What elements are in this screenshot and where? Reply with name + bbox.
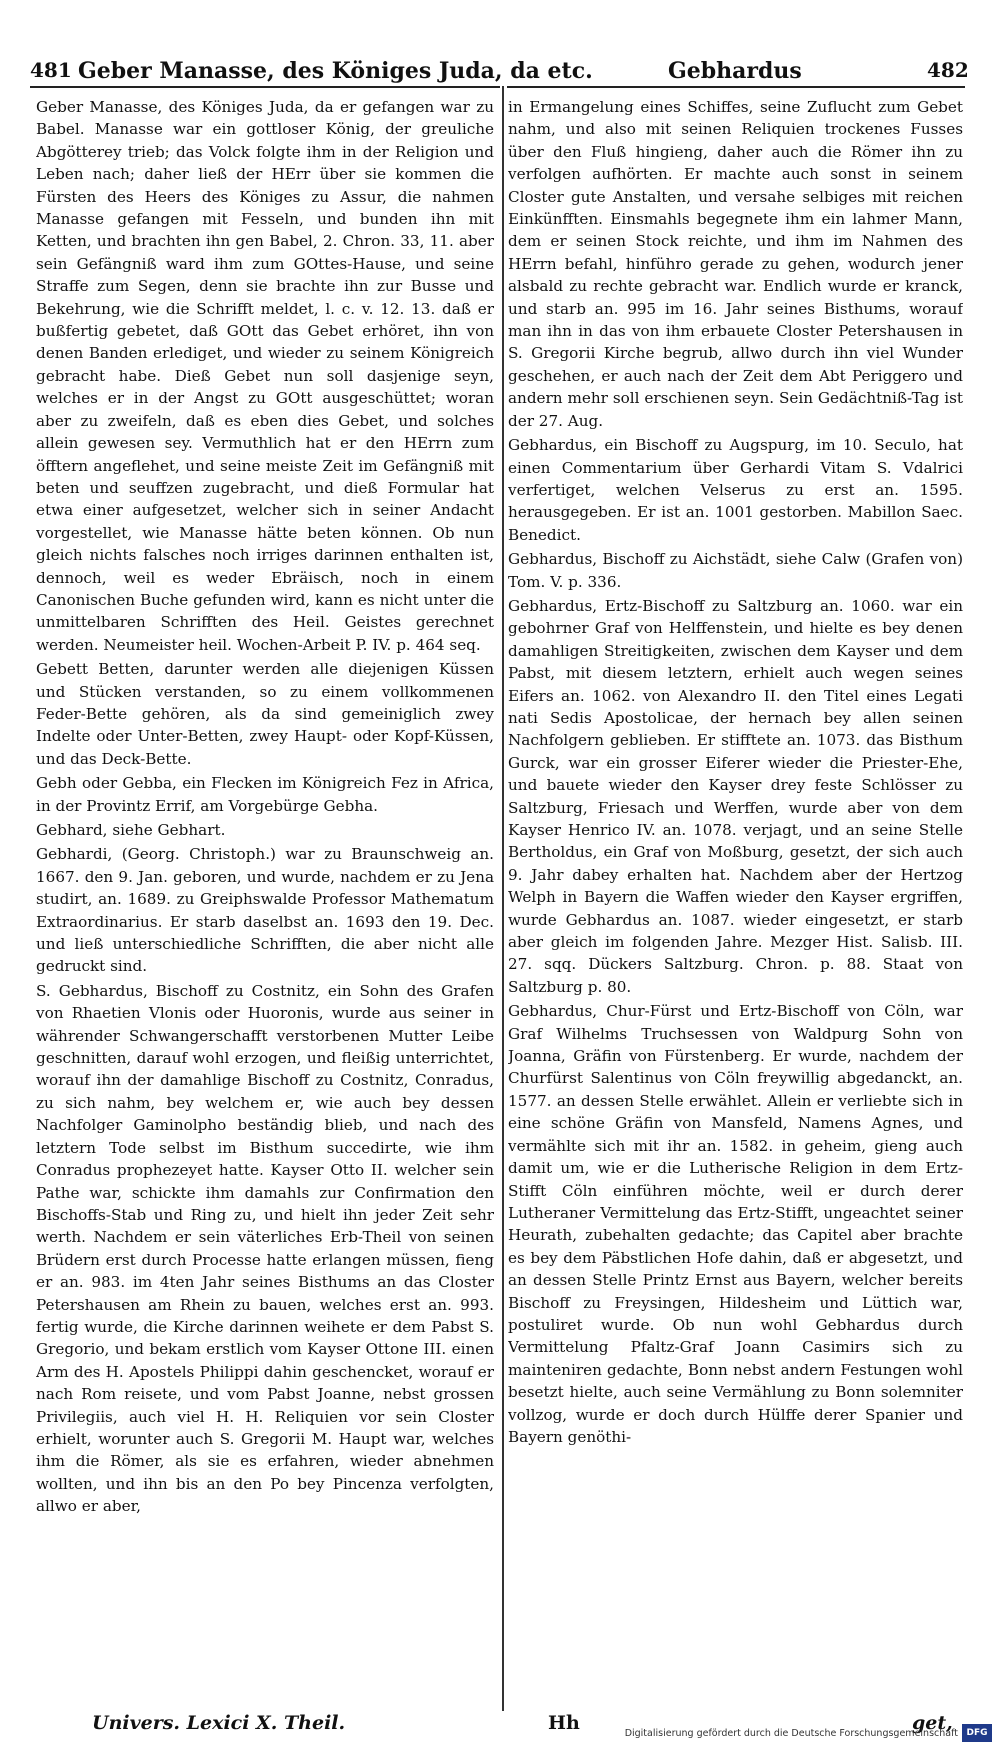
page-number-right: 482 <box>927 58 969 82</box>
entry-s-gebhardus-costnitz: S. Gebhardus, Bischoff zu Costnitz, ein Sohn des Grafen von Rhaetien Vlonis oder Huoronis, wurde aus seiner in währender Schwangerschafft verstorbenen Mutter Leibe geschnitten, darauf wohl erzogen, und fleißig unterrichtet, worauf ihn der damahlige Bischoff zu Costnitz, Conradus, zu sich nahm, bey welchem er, wie auch bey dessen Nachfolger Gaminolpho beständig blieb, und nach des letztern Tode selbst im Bisthum succedirte, wie ihm Conradus prophezeyet hatte. Kayser Otto II. welcher sein Pathe war, schickte ihm damahls zur Confirmation den Bischoffs-Stab und Ring zu, und hielt ihn jeder Zeit sehr werth. Nachdem er sein väterliches Erb-Theil von seinen Brüdern erst durch Processe hatte erlangen müssen, fieng er an. 983. im 4ten Jahr seines Bisthums an das Closter Petershausen am Rhein zu bauen, welches erst an. 993. fertig wurde, die Kirche darinnen weihete er dem Pabst S. Gregorio, und bekam erstlich vom Kayser Ottone III. einen Arm des H. Apostels Philippi dahin geschencket, worauf er nach Rom reisete, und vom Pabst Joanne, nebst grossen Privilegiis, auch viel H. H. Reliquien vor sein Closter erhielt, worunter auch S. Gregorii M. Haupt war, welches ihm die Römer, als sie es erfahren, wieder abnehmen wollten, und ihn bis an den Po bey Pincenza verfolgten, allwo er aber, <box>36 981 494 1516</box>
entry-gebhardus-aichstaedt: Gebhardus, Bischoff zu Aichstädt, siehe Calw (Grafen von) Tom. V. p. 336. <box>508 550 963 591</box>
entry-gebhard: Gebhard, siehe Gebhart. <box>36 821 226 839</box>
footer-title: Univers. Lexici X. Theil. <box>92 1712 346 1734</box>
page-number-left: 481 <box>30 58 72 82</box>
entry-gebhardus-augspurg: Gebhardus, ein Bischoff zu Augspurg, im 10. Seculo, hat einen Commentarium über Gerhardi Vitam S. Vdalrici verfertiget, welchen Velserus zu erst an. 1595. herausgegeben. Er ist an. 1001 gestorben. Mabillon Saec. Benedict. <box>508 436 963 544</box>
running-head-right: Gebhardus <box>668 58 802 84</box>
digitization-credit: Digitalisierung gefördert durch die Deutsche Forschungsgemeinschaft <box>624 1728 958 1739</box>
entry-geber-manasse: Geber Manasse, des Königes Juda, da er gefangen war zu Babel. Manasse war ein gottloser König, der greuliche Abgötterey trieb; das Volck folgte ihm in der Religion und Leben nach; daher ließ der HErr über sie kommen die Fürsten des Heers des Königes zu Assur, die nahmen Manasse gefangen mit Fesseln, und bunden ihn mit Ketten, und brachten ihn gen Babel, 2. Chron. 33, 11. aber sein Gefängniß ward ihm zum GOttes-Hause, und seine Straffe zum Segen, denn sie brachte ihn zur Busse und Bekehrung, wie die Schrifft meldet, l. c. v. 12. 13. daß er bußfertig gebetet, daß GOtt das Gebet erhöret, ihn von denen Banden erlediget, und wieder zu seinem Königreich gebracht habe. Dieß Gebet nun soll dasjenige seyn, welches er in der Angst zu GOtt ausgeschüttet; woran aber zu zweifeln, daß es eben dies Gebet, und solches allein gewesen sey. Vermuthlich hat er den HErrn zum öfftern angeflehet, und seine meiste Zeit im Gefängniß mit beten und seuffzen zugebracht, und dieß Formular hat etwa einer aufgesetzet, welcher sich in seiner Andacht vorgestellet, wie Manasse hätte beten können. Ob nun gleich nichts falsches noch irriges darinnen enthalten ist, dennoch, weil es weder Ebräisch, noch in einem Canonischen Buche gefunden wird, kann es nicht unter die unmittelbaren Schrifften des Heil. Geistes gerechnet werden. Neumeister heil. Wochen-Arbeit P. IV. p. 464 seq. <box>36 98 494 654</box>
running-head-left: Geber Manasse, des Königes Juda, da etc. <box>78 58 593 84</box>
header-rule-left <box>30 86 500 88</box>
entry-gebett-betten: Gebett Betten, darunter werden alle diejenigen Küssen und Stücken verstanden, so zu einem vollkommenen Feder-Bette gehören, als da sind gemeiniglich zwey Indelte oder Unter-Betten, zwey Haupt- oder Kopf-Küssen, und das Deck-Bette. <box>36 660 494 768</box>
entry-gebhardi: Gebhardi, (Georg. Christoph.) war zu Braunschweig an. 1667. den 9. Jan. geboren, und wurde, nachdem er zu Jena studirt, an. 1689. zu Greiphswalde Professor Mathematum Extraordinarius. Er starb daselbst an. 1693 den 19. Dec. und ließ unterschiedliche Schrifften, die aber nicht alle gedruckt sind. <box>36 845 494 976</box>
entry-gebhardus-coeln: Gebhardus, Chur-Fürst und Ertz-Bischoff von Cöln, war Graf Wilhelms Truchsessen von Waldpurg Sohn von Joanna, Gräfin von Fürstenberg. Er wurde, nachdem der Churfürst Salentinus von Cöln freywillig abgedanckt, an. 1577. an dessen Stelle erwählet. Allein er verliebte sich in eine schöne Gräfin von Mansfeld, Namens Agnes, und vermählte sich mit ihr an. 1582. in geheim, gieng auch damit um, wie er die Lutherische Religion in dem Ertz-Stifft Cöln einführen möchte, weil er durch derer Lutheraner Vermittelung das Ertz-Stifft, ungeachtet seiner Heurath, zubehalten gedachte; das Capitel aber brachte es bey dem Päbstlichen Hofe dahin, daß er abgesetzt, und an dessen Stelle Printz Ernst aus Bayern, welcher bereits Bischoff zu Freysingen, Hildesheim und Lüttich war, postuliret wurde. Ob nun wohl Gebhardus durch Vermittelung Pfaltz-Graf Joann Casimirs sich zu mainteniren gedachte, Bonn nebst andern Festungen wohl besetzt hielte, auch seine Vermählung zu Bonn solemniter vollzog, wurde er doch durch Hülffe derer Spanier und Bayern genöthi- <box>508 1002 963 1446</box>
entry-gebhardus-saltzburg: Gebhardus, Ertz-Bischoff zu Saltzburg an. 1060. war ein gebohrner Graf von Helffenstein, und hielte es bey denen damahligen Streitigkeiten, zwischen dem Kayser und dem Pabst, mit diesem letztern, erhielt auch wegen seines Eifers an. 1062. von Alexandro II. den Titel eines Legati nati Sedis Apostolicae, der hernach bey allen seinen Nachfolgern geblieben. Er stifftete an. 1073. das Bisthum Gurck, war ein grosser Eiferer wieder die Priester-Ehe, und bauete wieder den Kayser drey feste Schlösser zu Saltzburg, Friesach und Werffen, wurde aber von dem Kayser Henrico IV. an. 1078. verjagt, und an seine Stelle Bertholdus, ein Graf von Moßburg, gesetzt, der sich auch 9. Jahr dabey erhalten hat. Nachdem aber der Hertzog Welph in Bayern die Waffen wieder den Kayser ergriffen, wurde Gebhardus an. 1087. wieder eingesetzt, er starb aber gleich im folgenden Jahre. Mezger Hist. Salisb. III. 27. sqq. Dückers Saltzburg. Chron. p. 88. Staat von Saltzburg p. 80. <box>508 596 963 996</box>
entry-gebh: Gebh oder Gebba, ein Flecken im Königreich Fez in Africa, in der Provintz Errif, am Vorgebürge Gebha. <box>36 774 494 815</box>
catchword: get, <box>912 1712 953 1734</box>
signature-mark: Hh <box>548 1712 580 1734</box>
dfg-logo: DFG <box>962 1724 992 1742</box>
entry-continuation: in Ermangelung eines Schiffes, seine Zuflucht zum Gebet nahm, und also mit seinen Reliquien trockenes Fusses über den Fluß hingieng, daher auch die Römer ihn zu verfolgen aufhörten. Er machte auch sonst in seinem Closter gute Anstalten, und versahe selbiges mit reichen Einkünfften. Einsmahls begegnete ihm ein lahmer Mann, dem er seinen Stock reichte, und ihm im Nahmen des HErrn befahl, hinführo gerade zu gehen, wodurch jener alsbald zu rechte gebracht war. Endlich wurde er kranck, und starb an. 995 im 16. Jahr seines Bisthums, worauf man ihn in das von ihm erbauete Closter Petershausen in S. Gregorii Kirche begrub, allwo durch ihn viel Wunder geschehen, er auch nach der Zeit dem Abt Periggero und andern mehr soll erschienen seyn. Sein Gedächtniß-Tag ist der 27. Aug. <box>508 98 963 430</box>
column-divider <box>502 86 504 1711</box>
right-column <box>508 96 963 1696</box>
header-rule-right <box>507 86 965 88</box>
left-column <box>36 96 494 1696</box>
